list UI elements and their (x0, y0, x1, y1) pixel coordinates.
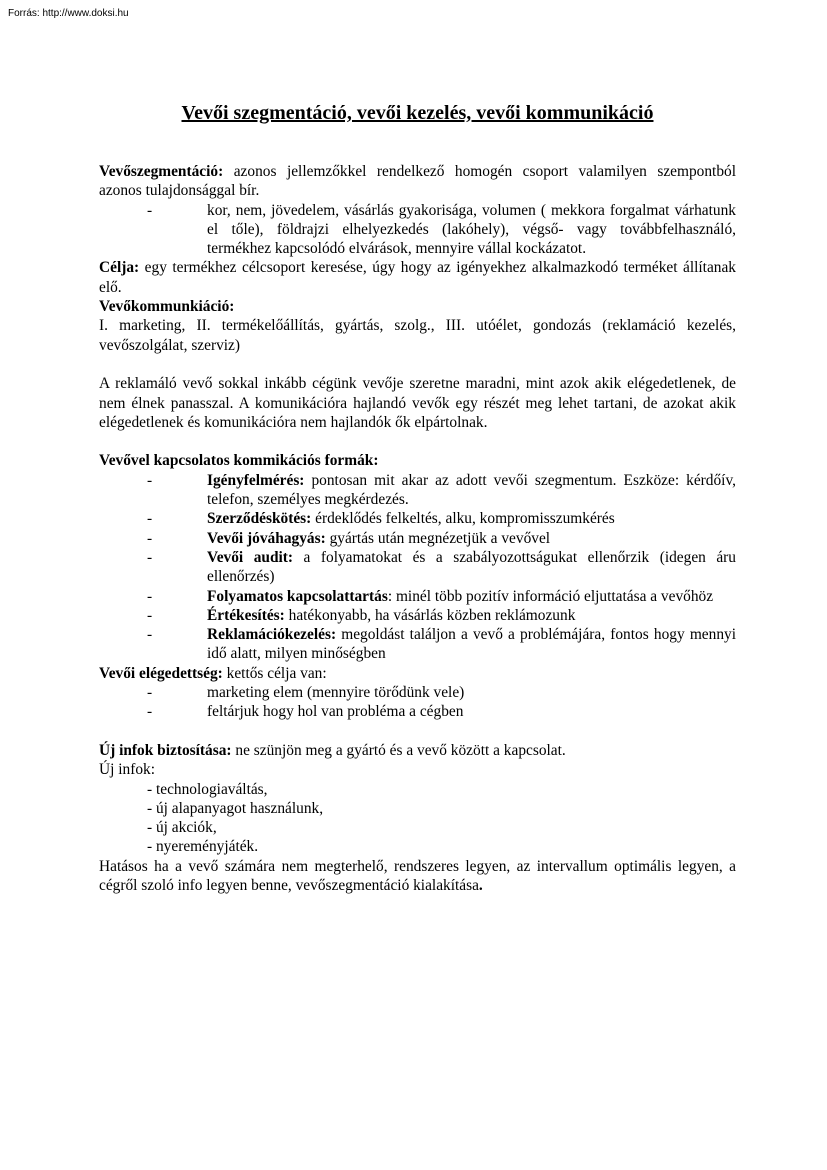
item-text: érdeklődés felkeltés, alku, kompromisszumkérés (311, 510, 615, 528)
forms-heading-label: Vevővel kapcsolatos kommikációs formák: (99, 452, 379, 470)
list-dash: - (147, 471, 153, 489)
goal-paragraph (99, 258, 736, 297)
item-text: marketing elem (mennyire törődünk vele) (207, 684, 465, 702)
list-dash: - (147, 606, 153, 624)
item-label: Szerződéskötés: (207, 510, 312, 528)
complaint-paragraph: A reklamáló vevő sokkal inkább cégünk vevője szeretne maradni, mint azok akik elégedetlenek, de nem élnek panasszal. A komunikációra hajlandó vevők egy részét meg lehet tartani, de azokat akik elégedetlenek és komunikációra nem hajlandók ők elpártolnak. (99, 375, 736, 431)
list-dash: - (147, 510, 153, 528)
list-item (99, 702, 736, 721)
item-text: : minél több pozitív információ eljuttatása a vevőhöz (387, 587, 714, 605)
source-label: Forrás: http://www.doksi.hu (8, 8, 129, 19)
list-item (99, 606, 736, 625)
item-label: Reklamációkezelés: (207, 626, 337, 644)
document-body (99, 162, 736, 895)
new-info-subheading: Új infok: (99, 761, 156, 779)
list-item: - új alapanyagot használunk, (147, 799, 324, 817)
list-item (99, 471, 736, 510)
segmentation-text: azonos jellemzőkkel rendelkező homogén csoport valamilyen szempontból azonos tulajdonsággal bír. (99, 163, 736, 200)
final-paragraph (99, 857, 736, 896)
new-info-paragraph (99, 741, 736, 760)
list-item (99, 625, 736, 664)
communication-label: Vevőkommunkiáció: (99, 298, 235, 316)
satisfaction-label: Vevői elégedettség: (99, 664, 223, 682)
final-period: . (478, 876, 483, 894)
item-label: Értékesítés: (207, 606, 285, 624)
item-label: Vevői audit: (207, 548, 294, 566)
list-item: - technologiaváltás, (147, 780, 268, 798)
list-dash: - (147, 703, 153, 721)
list-dash: - (147, 201, 153, 219)
forms-heading (99, 451, 736, 470)
item-label: Folyamatos kapcsolattartás (207, 587, 388, 605)
item-text: a folyamatokat és a szabályozottságukat ellenőrzik (idegen áru ellenőrzés) (207, 548, 737, 586)
goal-label: Célja: (99, 259, 140, 277)
segmentation-criteria: kor, nem, jövedelem, vásárlás gyakorisága, volumen ( mekkora forgalmat várhatunk el tőle), földrajzi elhelyezkedés (lakóhely), végső- vagy továbbfelhasználó, termékhez kapcsolódó elvárások, mennyire vállal kockázatot. (207, 201, 736, 258)
list-dash: - (147, 626, 153, 644)
list-dash: - (147, 684, 153, 702)
list-dash: - (147, 548, 153, 566)
item-text: megoldást találjon a vevő a problémájára, fontos hogy mennyi idő alatt, milyen minőségben (207, 626, 736, 663)
list-item: - új akciók, (147, 819, 217, 837)
item-label: Vevői jóváhagyás: (207, 529, 326, 547)
list-dash: - (147, 529, 153, 547)
list-dash: - (147, 587, 153, 605)
communication-text: I. marketing, II. termékelőállítás, gyártás, szolg., III. utóélet, gondozás (reklamáció kezelés, vevőszolgálat, szerviz) (99, 317, 736, 354)
segmentation-definition (99, 162, 736, 201)
list-item (99, 529, 736, 548)
satisfaction-text: kettős célja van: (222, 664, 327, 682)
goal-text: egy termékhez célcsoport keresése, úgy hogy az igényekhez alkalmazkodó terméket állítanak elő. (99, 259, 736, 296)
item-text: gyártás után megnézetjük a vevővel (325, 529, 551, 547)
new-info-text: ne szünjön meg a gyártó és a vevő között a kapcsolat. (231, 741, 566, 759)
list-item: - nyereményjáték. (147, 838, 259, 856)
item-text: hatékonyabb, ha vásárlás közben reklámozunk (284, 606, 576, 624)
final-text: Hatásos ha a vevő számára nem megterhelő, rendszeres legyen, az intervallum optimális legyen, a cégről szoló info legyen benne, vevőszegmentáció kialakítása (99, 857, 736, 894)
segmentation-label: Vevőszegmentáció: (99, 163, 224, 180)
list-item (99, 548, 736, 587)
item-label: Igényfelmérés: (207, 471, 305, 489)
list-item (99, 509, 736, 528)
list-item (99, 201, 736, 259)
new-info-label: Új infok biztosítása: (99, 741, 232, 759)
item-text: feltárjuk hogy hol van probléma a cégben (207, 703, 464, 721)
list-item (99, 587, 736, 606)
item-text: pontosan mit akar az adott vevői szegmentum. Eszköze: kérdőív, telefon, személyes megkérdezés. (207, 471, 736, 509)
satisfaction-paragraph (99, 664, 736, 683)
list-item (99, 683, 736, 702)
document-title: Vevői szegmentáció, vevői kezelés, vevői kommunikáció (181, 102, 654, 124)
communication-heading (99, 297, 736, 316)
